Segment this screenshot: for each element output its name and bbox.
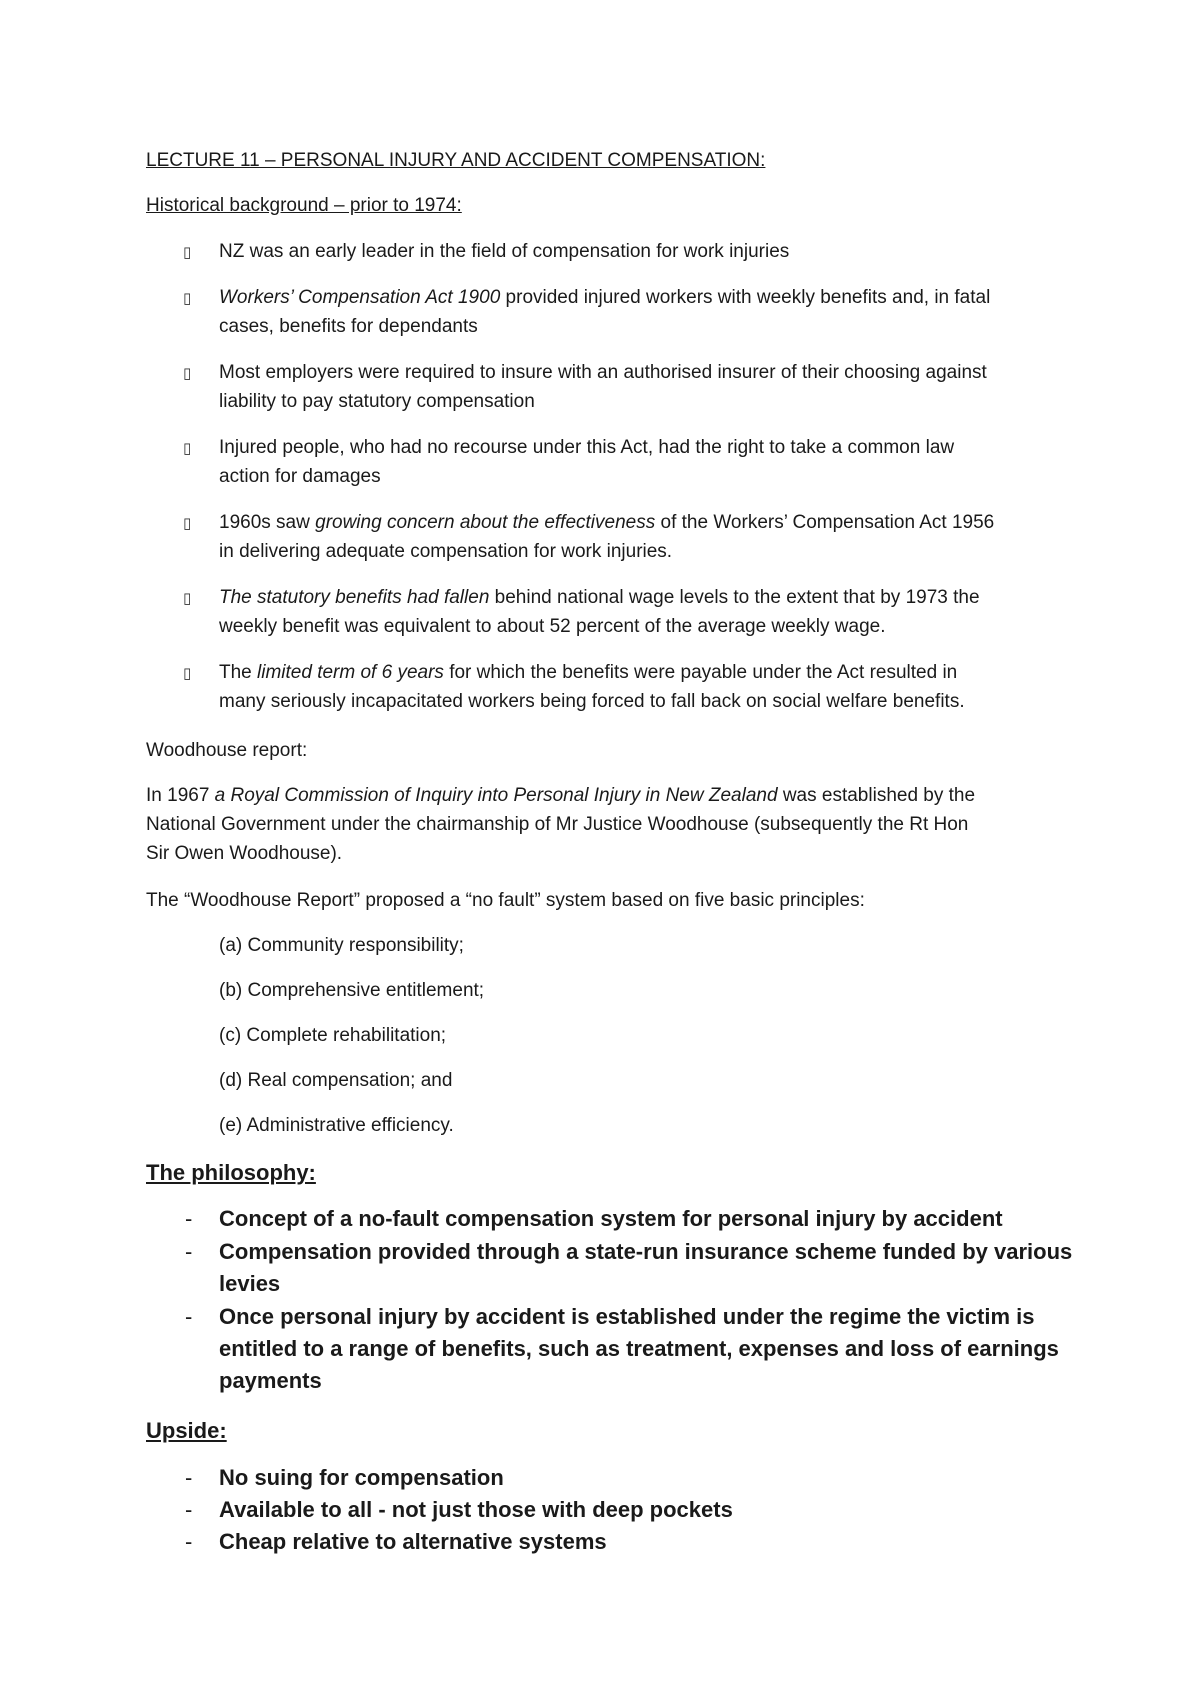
bullet-line bbox=[219, 541, 672, 563]
text-run: for which the benefits were payable under the Act resulted in bbox=[443, 662, 958, 683]
paragraph-line bbox=[146, 814, 968, 836]
philosophy-line: levies bbox=[219, 1271, 281, 1296]
text-run: provided injured workers with weekly benefits and, in fatal bbox=[500, 287, 991, 308]
bullet-line bbox=[219, 391, 535, 413]
text-run: In 1967 bbox=[146, 785, 215, 806]
text-run: 1960s saw bbox=[219, 512, 316, 533]
principle-item: (a) Community responsibility; bbox=[219, 935, 464, 956]
woodhouse-heading: Woodhouse report: bbox=[146, 740, 308, 761]
text-run: many seriously incapacitated workers being forced to fall back on social welfare benefits. bbox=[219, 691, 965, 712]
text-run: was established by the bbox=[777, 785, 976, 806]
upside-item: Available to all - not just those with deep pockets bbox=[219, 1497, 733, 1522]
philosophy-line: entitled to a range of benefits, such as treatment, expenses and loss of earnings bbox=[219, 1336, 1059, 1361]
philosophy-heading: The philosophy: bbox=[146, 1160, 316, 1185]
bullet-marker: ▯ bbox=[183, 515, 192, 532]
principle-item: (b) Comprehensive entitlement; bbox=[219, 980, 485, 1001]
lecture-title: LECTURE 11 – PERSONAL INJURY AND ACCIDENT COMPENSATION: bbox=[146, 150, 766, 171]
bullet-line bbox=[219, 691, 965, 713]
paragraph-line bbox=[146, 785, 975, 807]
dash-marker: - bbox=[185, 1304, 193, 1329]
bullet-line bbox=[219, 616, 885, 638]
bullet-line bbox=[219, 466, 381, 488]
report-intro: The “Woodhouse Report” proposed a “no fault” system based on five basic principles: bbox=[146, 890, 865, 911]
bullet-line bbox=[219, 437, 954, 459]
dash-marker: - bbox=[185, 1206, 193, 1231]
bullet-line bbox=[219, 287, 990, 309]
principle-item: (c) Complete rehabilitation; bbox=[219, 1025, 447, 1046]
text-run: behind national wage levels to the extent that by 1973 the bbox=[489, 587, 980, 608]
bullet-marker: ▯ bbox=[183, 590, 192, 607]
upside-item: Cheap relative to alternative systems bbox=[219, 1529, 607, 1554]
bullet-line bbox=[219, 587, 980, 609]
dash-marker: - bbox=[185, 1529, 193, 1554]
italic-text: a Royal Commission of Inquiry into Personal Injury in New Zealand bbox=[214, 785, 778, 806]
text-run: Most employers were required to insure with an authorised insurer of their choosing against bbox=[219, 362, 987, 383]
principle-item: (e) Administrative efficiency. bbox=[219, 1115, 454, 1136]
italic-text: growing concern about the effectiveness bbox=[315, 512, 656, 533]
principle-item: (d) Real compensation; and bbox=[219, 1070, 453, 1091]
text-run: in delivering adequate compensation for work injuries. bbox=[219, 541, 673, 562]
text-run: weekly benefit was equivalent to about 52 percent of the average weekly wage. bbox=[219, 616, 886, 637]
text-run: National Government under the chairmanship of Mr Justice Woodhouse (subsequently the Rt Hon bbox=[146, 814, 969, 835]
dash-marker: - bbox=[185, 1239, 193, 1264]
text-run: of the Workers’ Compensation Act 1956 bbox=[655, 512, 995, 533]
text-run: Injured people, who had no recourse under this Act, had the right to take a common law bbox=[219, 437, 955, 458]
bullet-line bbox=[219, 662, 957, 684]
paragraph-line bbox=[146, 843, 342, 865]
text-run: liability to pay statutory compensation bbox=[219, 391, 535, 412]
text-run: cases, benefits for dependants bbox=[219, 316, 478, 337]
text-run: The bbox=[219, 662, 258, 683]
italic-text: The statutory benefits had fallen bbox=[219, 587, 490, 608]
philosophy-line: Concept of a no-fault compensation system for personal injury by accident bbox=[219, 1206, 1003, 1231]
philosophy-line: Compensation provided through a state-run insurance scheme funded by various bbox=[219, 1239, 1073, 1264]
bullet-marker: ▯ bbox=[183, 365, 192, 382]
bullet-marker: ▯ bbox=[183, 244, 192, 261]
bullet-line bbox=[219, 362, 987, 384]
text-run: action for damages bbox=[219, 466, 381, 487]
text-run: NZ was an early leader in the field of compensation for work injuries bbox=[219, 241, 790, 262]
bullet-line bbox=[219, 512, 994, 534]
bullet-line bbox=[219, 241, 789, 263]
upside-item: No suing for compensation bbox=[219, 1465, 504, 1490]
philosophy-line: payments bbox=[219, 1368, 322, 1393]
dash-marker: - bbox=[185, 1497, 193, 1522]
bullet-marker: ▯ bbox=[183, 290, 192, 307]
bullet-marker: ▯ bbox=[183, 665, 192, 682]
bullet-marker: ▯ bbox=[183, 440, 192, 457]
text-run: Sir Owen Woodhouse). bbox=[146, 843, 343, 864]
philosophy-line: Once personal injury by accident is established under the regime the victim is bbox=[219, 1304, 1035, 1329]
historical-heading: Historical background – prior to 1974: bbox=[146, 195, 462, 216]
italic-text: limited term of 6 years bbox=[257, 662, 444, 683]
dash-marker: - bbox=[185, 1465, 193, 1490]
bullet-line bbox=[219, 316, 478, 338]
italic-text: Workers’ Compensation Act 1900 bbox=[219, 287, 501, 308]
upside-heading: Upside: bbox=[146, 1418, 227, 1443]
